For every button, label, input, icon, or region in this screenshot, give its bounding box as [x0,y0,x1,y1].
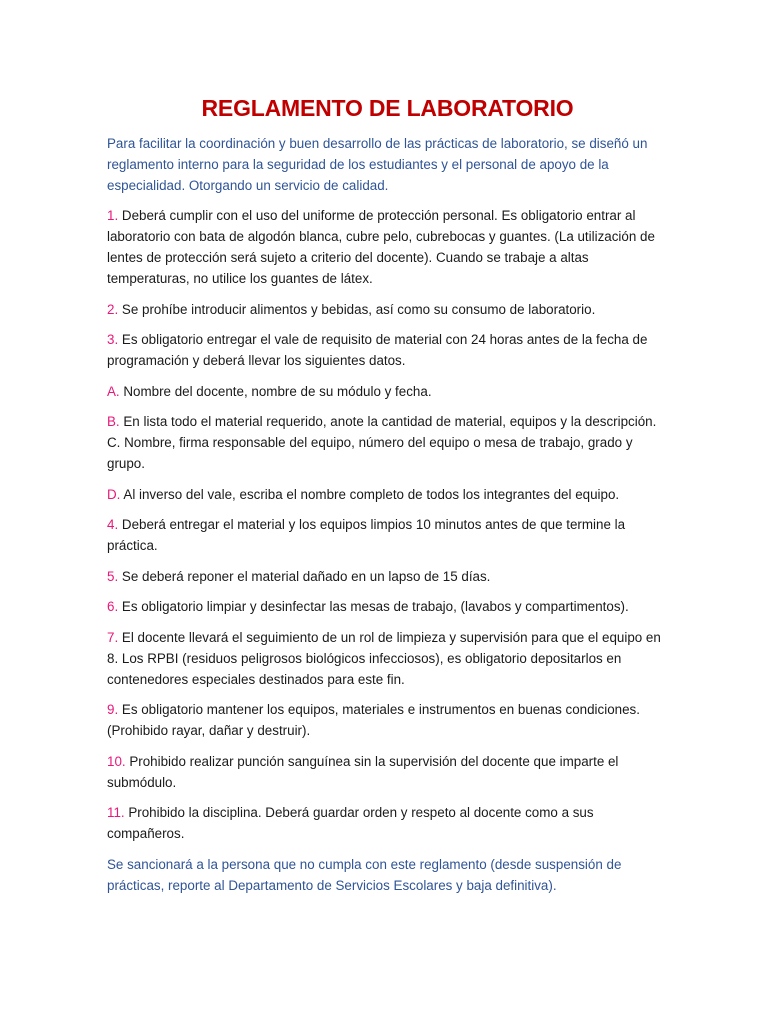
document-title: REGLAMENTO DE LABORATORIO [201,95,574,121]
rule-item [107,566,668,587]
rule-item [107,751,668,793]
rule-text: Deberá entregar el material y los equipos limpios 10 minutos antes de que termine la práctica. [107,517,626,553]
rule-marker: 11. [107,805,125,820]
rule-text: El docente llevará el seguimiento de un rol de limpieza y supervisión para que el equipo en 8. Los RPBI (residuos peligrosos biológicos infecciosos), es obligatorio depositarlos en contenedores especiales destinados para este fin. [107,629,661,687]
rule-item [107,802,668,844]
rule-text: Nombre del docente, nombre de su módulo y fecha. [119,383,432,399]
rule-marker: 9. [107,702,119,717]
rule-item [107,299,668,320]
rule-text: Es obligatorio mantener los equipos, materiales e instrumentos en buenas condiciones. (Prohibido rayar, dañar y destruir). [107,702,640,738]
closing-paragraph: Se sancionará a la persona que no cumpla con este reglamento (desde suspensión de prácticas, reporte al Departamento de Servicios Escolares y baja definitiva). [107,856,622,893]
rule-text: Se deberá reponer el material dañado en un lapso de 15 días. [118,568,491,584]
rule-marker: 6. [107,599,119,614]
rule-marker: D. [107,486,121,502]
rule-item [107,411,668,474]
rule-item [107,329,668,371]
rule-marker: 5. [107,568,119,584]
rule-marker: 1. [107,208,119,223]
rule-text: Deberá cumplir con el uso del uniforme de protección personal. Es obligatorio entrar al laboratorio con bata de algodón blanca, cubre pelo, cubrebocas y guantes. (La utilización de lentes de protección será sujeto a criterio del docente). Cuando se trabaje a altas temperaturas, no utilice los guantes de látex. [107,208,655,286]
rule-item [107,514,668,556]
rule-marker: B. [107,414,120,429]
rule-marker: 4. [107,517,119,532]
rule-item [107,699,668,741]
rule-item [107,484,668,505]
rule-text: En lista todo el material requerido, anote la cantidad de material, equipos y la descripción. C. Nombre, firma responsable del equipo, número del equipo o mesa de trabajo, grado y grupo. [107,414,657,471]
rule-text: Es obligatorio entregar el vale de requisito de material con 24 horas antes de la fecha de programación y deberá llevar los siguientes datos. [107,332,648,368]
rule-marker: 2. [107,301,119,317]
intro-paragraph: Para facilitar la coordinación y buen desarrollo de las prácticas de laboratorio, se diseñó un reglamento interno para la seguridad de los estudiantes y el personal de apoyo de la especialidad. Otorgando un servicio de calidad. [107,136,648,193]
rules-list [107,205,668,844]
rule-marker: 10. [107,753,126,769]
rule-text: Prohibido realizar punción sanguínea sin la supervisión del docente que imparte el submódulo. [107,753,619,790]
rule-marker: 3. [107,332,119,347]
rule-item [107,205,668,289]
rule-marker: A. [107,383,120,399]
rule-item [107,381,668,402]
rule-text: Es obligatorio limpiar y desinfectar las mesas de trabajo, (lavabos y compartimentos). [118,599,629,614]
rule-marker: 7. [107,629,119,645]
rule-text: Prohibido la disciplina. Deberá guardar orden y respeto al docente como a sus compañeros. [107,805,594,841]
rule-text: Al inverso del vale, escriba el nombre completo de todos los integrantes del equipo. [120,486,620,502]
rule-item [107,627,668,690]
rule-text: Se prohíbe introducir alimentos y bebidas, así como su consumo de laboratorio. [118,301,596,317]
rule-item [107,596,668,617]
